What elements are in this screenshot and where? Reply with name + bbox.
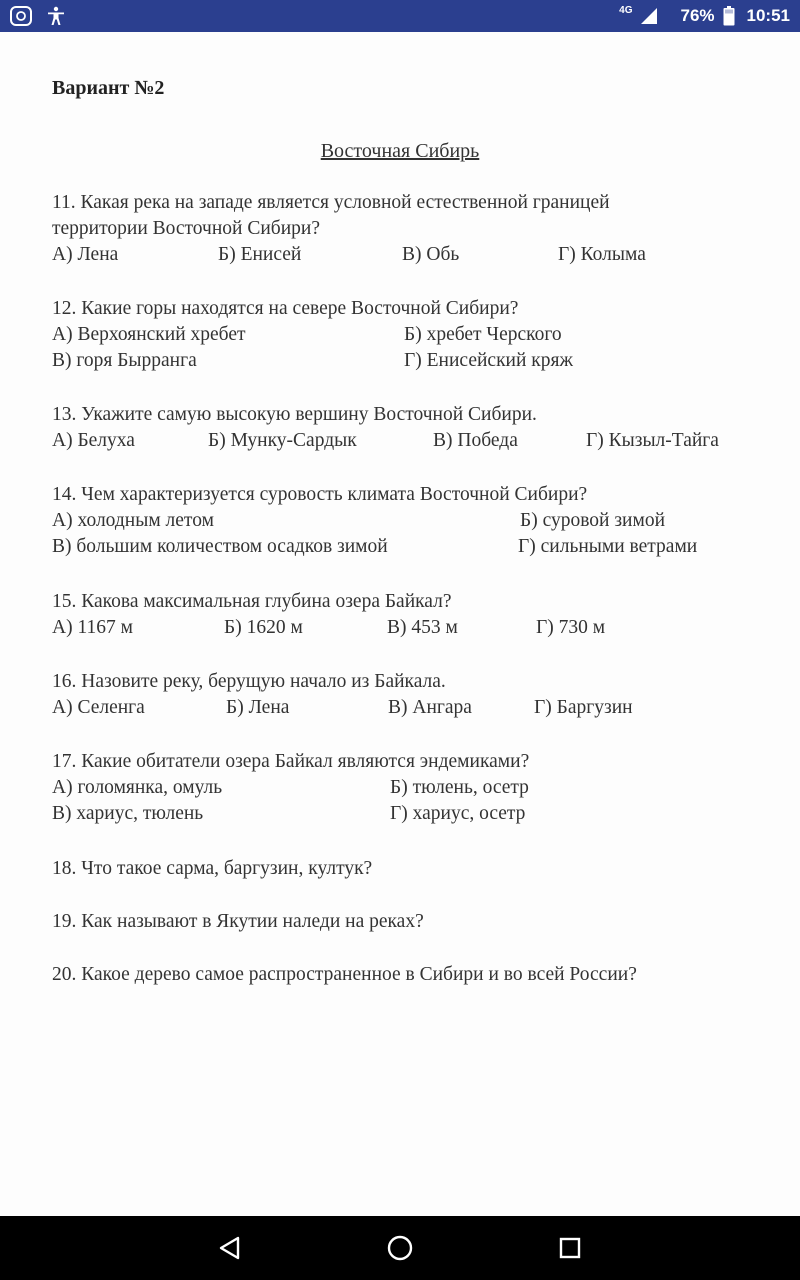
option-b: Б) хребет Черского (404, 324, 562, 345)
options-row (52, 695, 633, 721)
options-row (52, 801, 529, 827)
variant-heading: Вариант №2 (52, 77, 165, 99)
option-d: Г) Колыма (558, 244, 646, 265)
question-18 (52, 856, 372, 882)
question-text: 18. Что такое сарма, баргузин, култук? (52, 858, 373, 879)
options-row (52, 428, 719, 454)
option-c: В) большим количеством осадков зимой (52, 536, 388, 557)
navigation-bar (0, 1216, 800, 1280)
question-text: 19. Как называют в Якутии наледи на реках? (52, 911, 424, 932)
options-row (52, 508, 666, 534)
question-15 (52, 589, 606, 641)
option-b: Б) тюлень, осетр (390, 777, 529, 798)
options-row (52, 775, 529, 801)
home-icon (386, 1234, 414, 1262)
option-c: В) Обь (402, 244, 460, 265)
question-17 (52, 749, 529, 827)
question-text: 12. Какие горы находятся на севере Восточной Сибири? (52, 298, 519, 319)
question-text: территории Восточной Сибири? (52, 218, 320, 239)
question-text: 20. Какое дерево самое распространенное в Сибири и во всей России? (52, 964, 637, 985)
question-12 (52, 296, 573, 374)
option-a: А) Селенга (52, 697, 145, 718)
question-text: 17. Какие обитатели озера Байкал являются эндемиками? (52, 751, 530, 772)
question-11 (52, 190, 646, 268)
option-b: Б) Енисей (218, 244, 302, 265)
option-c: В) Ангара (388, 697, 472, 718)
question-text: 16. Назовите реку, берущую начало из Байкала. (52, 671, 446, 692)
question-text: 15. Какова максимальная глубина озера Байкал? (52, 591, 452, 612)
option-b: Б) Лена (226, 697, 290, 718)
options-row (52, 322, 562, 348)
options-row (52, 348, 573, 374)
option-d: Г) Баргузин (534, 697, 633, 718)
option-a: А) холодным летом (52, 510, 214, 531)
option-c: В) Победа (433, 430, 518, 451)
signal-icon (640, 7, 658, 25)
options-row (52, 242, 646, 268)
recents-button[interactable] (554, 1232, 586, 1264)
recents-icon (558, 1236, 582, 1260)
network-label: 4G (619, 4, 633, 16)
option-b: Б) суровой зимой (520, 510, 666, 531)
question-text: 13. Укажите самую высокую вершину Восточной Сибири. (52, 404, 537, 425)
option-d: Г) Кызыл-Тайга (586, 430, 719, 451)
options-row (52, 615, 606, 641)
question-14 (52, 482, 698, 560)
question-text: 11. Какая река на западе является условной естественной границей (52, 192, 610, 213)
option-d: Г) сильными ветрами (518, 536, 698, 557)
option-a: А) 1167 м (52, 617, 133, 638)
battery-percent: 76% (680, 6, 715, 25)
option-c: В) горя Бырранга (52, 350, 197, 371)
status-bar (0, 0, 800, 32)
option-a: А) Лена (52, 244, 119, 265)
gallery-icon (10, 6, 32, 26)
question-20 (52, 962, 637, 988)
option-d: Г) 730 м (536, 617, 606, 638)
clock: 10:51 (746, 6, 790, 25)
section-title: Восточная Сибирь (320, 140, 480, 162)
options-row (52, 534, 698, 560)
back-button[interactable] (214, 1232, 246, 1264)
option-a: А) Белуха (52, 430, 135, 451)
document-page (0, 32, 800, 1216)
battery-icon (723, 6, 735, 26)
option-d: Г) Енисейский кряж (404, 350, 573, 371)
option-a: А) Верхоянский хребет (52, 324, 246, 345)
question-13 (52, 402, 719, 454)
question-16 (52, 669, 633, 721)
accessibility-icon (46, 6, 66, 26)
back-icon (217, 1235, 243, 1261)
option-a: А) голомянка, омуль (52, 777, 223, 798)
option-b: Б) Мунку-Сардык (208, 430, 357, 451)
question-19 (52, 909, 424, 935)
option-d: Г) хариус, осетр (390, 803, 526, 824)
home-button[interactable] (384, 1232, 416, 1264)
option-c: В) хариус, тюлень (52, 803, 204, 824)
option-c: В) 453 м (387, 617, 458, 638)
option-b: Б) 1620 м (224, 617, 303, 638)
question-text: 14. Чем характеризуется суровость климата Восточной Сибири? (52, 484, 588, 505)
